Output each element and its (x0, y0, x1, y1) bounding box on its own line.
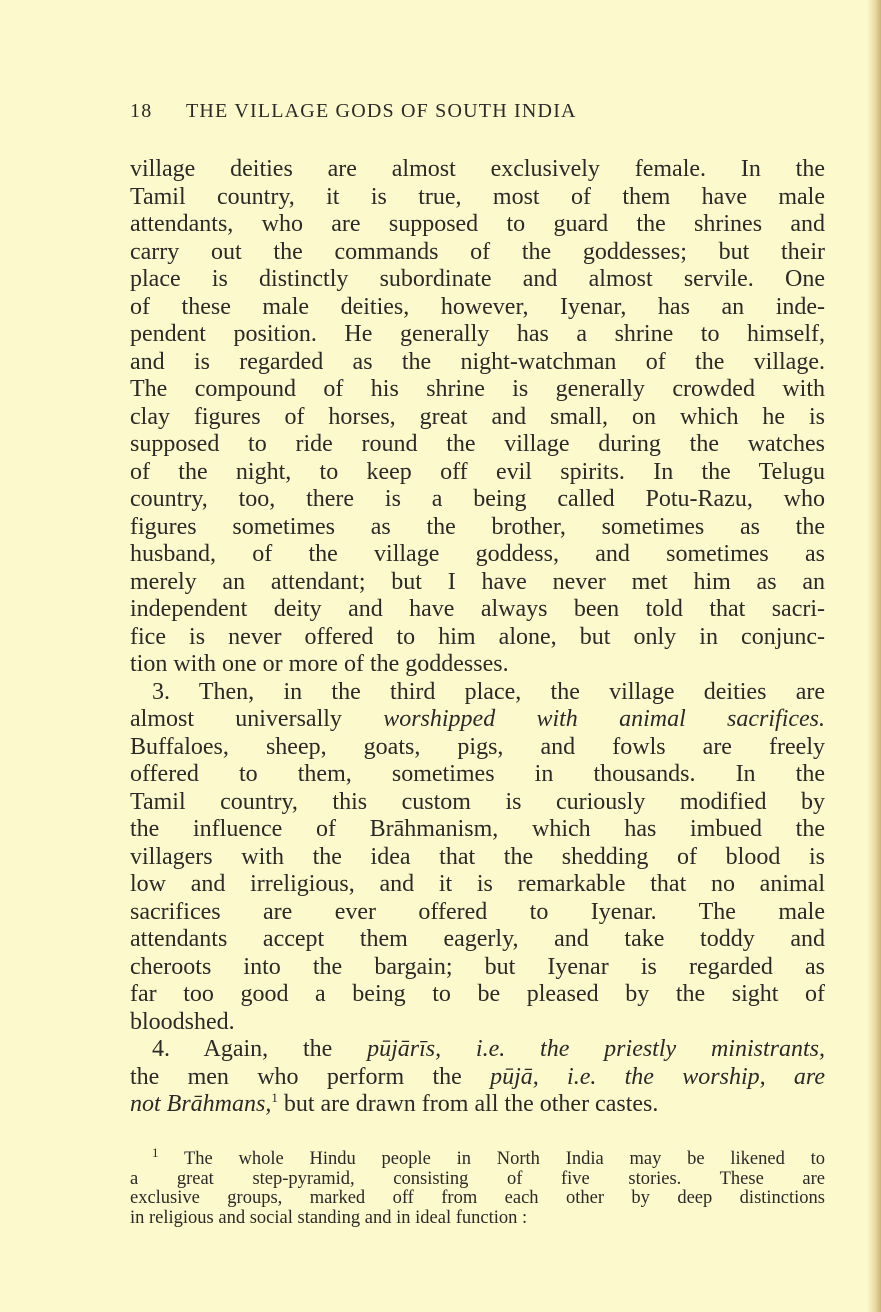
text-segment: country, too, there is a being called Potu-Razu, who (130, 486, 825, 512)
text-line (130, 899, 825, 927)
text-line (130, 294, 825, 322)
text-segment: of the night, to keep off evil spirits. In the Telugu (130, 458, 825, 485)
text-line (130, 266, 825, 294)
text-line (130, 1036, 825, 1064)
text-segment: offered to them, sometimes in thousands. In the (130, 761, 825, 787)
text-segment: attendants, who are supposed to guard the shrines and (130, 211, 825, 237)
text-segment: in religious and social standing and in ideal function : (130, 1207, 528, 1228)
italic-text: pūjārīs, i.e. the priestly ministrants, (367, 1036, 826, 1062)
text-line (130, 541, 825, 569)
text-segment: bloodshed. (130, 1008, 235, 1035)
text-segment: tion with one or more of the goddesses. (130, 651, 509, 677)
text-segment: a great step-pyramid, consisting of five stories. These are (130, 1168, 825, 1189)
text-line (130, 624, 825, 652)
text-segment: low and irreligious, and it is remarkable that no animal (130, 871, 825, 897)
text-segment: husband, of the village goddess, and sometimes as (130, 541, 825, 567)
running-title: THE VILLAGE GODS OF SOUTH INDIA (186, 100, 577, 122)
text-segment: clay figures of horses, great and small, on which he is (130, 403, 825, 430)
text-line (130, 486, 825, 514)
text-segment: cheroots into the bargain; but Iyenar is regarded as (130, 953, 825, 980)
text-line (130, 789, 825, 817)
text-line (130, 981, 825, 1009)
text-line (130, 376, 825, 404)
text-line (130, 816, 825, 844)
text-line (130, 1170, 825, 1190)
text-line (130, 211, 825, 239)
text-segment: fice is never offered to him alone, but only in conjunc- (130, 623, 825, 650)
text-segment: far too good a being to be pleased by the sight of (130, 981, 825, 1007)
text-segment: independent deity and have always been told that sacri- (130, 596, 825, 622)
text-segment: attendants accept them eagerly, and take toddy and (130, 926, 825, 952)
text-line (130, 156, 825, 184)
text-line (130, 679, 825, 707)
text-line (130, 1209, 825, 1229)
text-line (130, 569, 825, 597)
footnote-marker: 1 (271, 1090, 278, 1105)
text-line (130, 1009, 825, 1037)
text-line (130, 954, 825, 982)
text-line (130, 734, 825, 762)
text-line (130, 349, 825, 377)
body-text (130, 156, 825, 1119)
text-segment: figures sometimes as the brother, sometimes as the (130, 513, 825, 540)
text-line (130, 844, 825, 872)
footnote (130, 1144, 825, 1228)
italic-text: not Brāhmans, (130, 1091, 272, 1117)
text-segment: of these male deities, however, Iyenar, has an inde- (130, 293, 825, 320)
text-segment: carry out the commands of the goddesses; but their (130, 238, 825, 265)
text-line (130, 239, 825, 267)
text-segment: 3. Then, in the third place, the village deities are (152, 678, 825, 705)
text-line (130, 1189, 825, 1209)
text-line (130, 514, 825, 542)
text-segment: and is regarded as the night-watchman of the village. (130, 348, 825, 375)
text-segment: exclusive groups, marked off from each other by deep distinctions (130, 1188, 825, 1208)
text-line (130, 1091, 825, 1119)
text-line (130, 761, 825, 789)
text-segment: pendent position. He generally has a shrine to himself, (130, 321, 825, 347)
text-segment: sacrifices are ever offered to Iyenar. The male (130, 898, 825, 925)
text-segment: 4. Again, the (152, 1036, 368, 1062)
text-segment: merely an attendant; but I have never met him as an (130, 568, 825, 595)
text-line (130, 926, 825, 954)
text-segment: village deities are almost exclusively female. In the (130, 156, 825, 182)
text-line (130, 431, 825, 459)
text-line (130, 321, 825, 349)
text-segment: the men who perform the (130, 1063, 491, 1090)
text-segment: villagers with the idea that the shedding of blood is (130, 843, 825, 870)
text-segment: Tamil country, it is true, most of them have male (130, 183, 825, 210)
text-line (130, 651, 825, 679)
text-segment: Buffaloes, sheep, goats, pigs, and fowls are freely (130, 733, 825, 760)
text-line (130, 459, 825, 487)
italic-text: pūjā, i.e. the worship, are (490, 1063, 826, 1090)
text-segment: supposed to ride round the village during the watches (130, 431, 825, 457)
italic-text: worshipped with animal sacrifices. (383, 706, 826, 732)
text-segment: The compound of his shrine is generally crowded with (130, 376, 825, 402)
text-segment: the influence of Brāhmanism, which has imbued the (130, 816, 825, 842)
text-segment: The whole Hindu people in North India may be likened to (158, 1149, 825, 1169)
text-line (130, 1064, 825, 1092)
text-line (130, 404, 825, 432)
running-header (130, 100, 825, 128)
footnote-marker: 1 (152, 1144, 159, 1160)
page-number: 18 (130, 100, 153, 122)
text-line (130, 596, 825, 624)
text-segment: place is distinctly subordinate and almost servile. One (130, 266, 825, 292)
text-line (130, 706, 825, 734)
text-segment: almost universally (130, 706, 384, 732)
page-edge-shadow (867, 0, 881, 1312)
text-segment: Tamil country, this custom is curiously modified by (130, 788, 825, 815)
text-line (130, 184, 825, 212)
text-segment: but are drawn from all the other castes. (277, 1091, 659, 1117)
text-line (130, 871, 825, 899)
text-line (130, 1144, 825, 1170)
